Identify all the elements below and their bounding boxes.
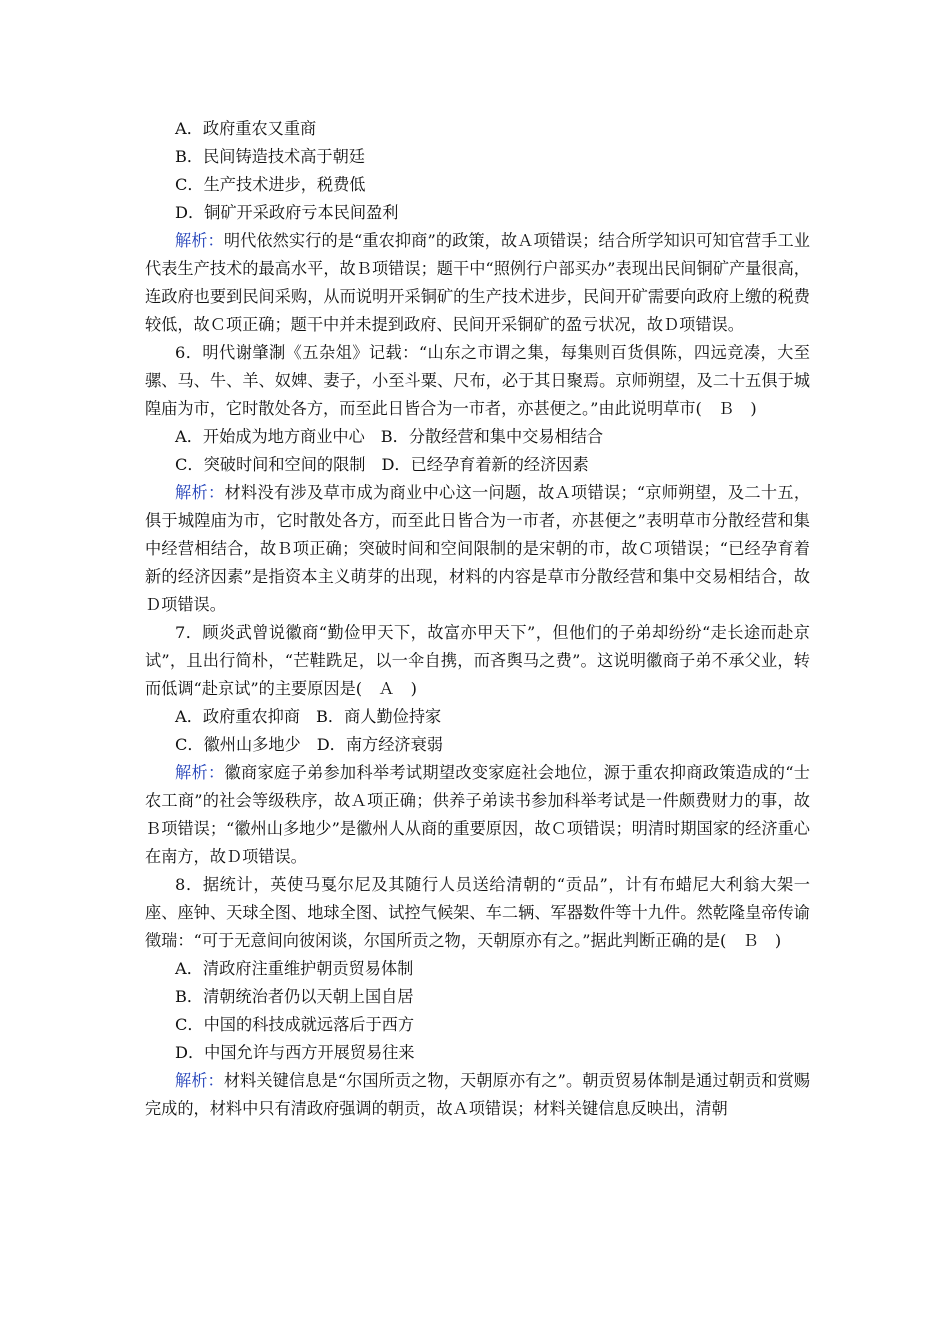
q5-option-b: B．民间铸造技术高于朝廷 [175,147,365,166]
q7-option-a: A．政府重农抑商 [175,707,301,726]
q5-analysis-text: 明代依然实行的是“重农抑商”的政策，故Ａ项错误；结合所学知识可知官营手工业代表生产技术的最高水平，故Ｂ项错误；题干中“照例行户部买办”表现出民间铜矿产量很高，连政府也要到民间采购，从而说明开采铜矿的生产技术进步，民间开矿需要向政府上缴的税费较低，故Ｃ项正确；题干中并未提到政府、民间开采铜矿的盈亏状况，故Ｄ项错误。 [145,231,810,334]
q6-option-b: B．分散经营和集中交易相结合 [380,427,604,446]
q5-analysis [145,227,810,339]
q6-option-a: A．开始成为地方商业中心 [175,427,365,446]
q8-option-c: C．中国的科技成就远落后于西方 [175,1015,415,1034]
analysis-label: 解析： [175,1071,224,1090]
q8-analysis [145,1067,810,1123]
document-page [145,115,810,1123]
q7-option-c: C．徽州山多地少 [175,735,301,754]
q6-stem: 6．明代谢肇淛《五杂俎》记载：“山东之市谓之集，每集则百货俱陈，四远竞凑，大至骡、马、牛、羊、奴婢、妻子，小至斗粟、尺布，必于其日聚焉。京师朔望，及二十五俱于城隍庙为市，它时散处各方，而至此日皆合为一市者，亦甚便之。”由此说明草市( Ｂ ) [145,343,810,418]
q7-options-row-2 [145,731,810,759]
q8-option-b: B．清朝统治者仍以天朝上国自居 [175,987,414,1006]
q7-stem: 7．顾炎武曾说徽商“勤俭甲天下，故富亦甲天下”，但他们的子弟却纷纷“走长途而赴京试”，且出行简朴，“芒鞋跣足，以一伞自携，而吝舆马之费”。这说明徽商子弟不承父业，转而低调“赴京试”的主要原因是( Ａ ) [145,623,810,698]
q6-option-c: C．突破时间和空间的限制 [175,455,366,474]
q8-analysis-text: 材料关键信息是“尔国所贡之物，天朝原亦有之”。朝贡贸易体制是通过朝贡和赏赐完成的，材料中只有清政府强调的朝贡，故Ａ项错误；材料关键信息反映出，清朝 [145,1071,810,1118]
q5-option-a: A．政府重农又重商 [175,119,317,138]
q8-option-d: D．中国允许与西方开展贸易往来 [175,1043,415,1062]
analysis-label: 解析： [175,483,225,502]
q5-option-d: D．铜矿开采政府亏本民间盈利 [175,203,399,222]
q6-analysis [145,479,810,619]
analysis-label: 解析： [175,763,225,782]
q7-options-row-1 [145,703,810,731]
q5-option-c: C．生产技术进步，税费低 [175,175,366,194]
q7-analysis-text: 徽商家庭子弟参加科举考试期望改变家庭社会地位，源于重农抑商政策造成的“士农工商”的社会等级秩序，故Ａ项正确；供养子弟读书参加科举考试是一件颇费财力的事，故Ｂ项错误；“徽州山多地少”是徽州人从商的重要原因，故Ｃ项错误；明清时期国家的经济重心在南方，故Ｄ项错误。 [145,763,810,866]
q8-stem: 8．据统计，英使马戛尔尼及其随行人员送给清朝的“贡品”，计有布蜡尼大利翁大架一座、座钟、天球全图、地球全图、试控气候架、车二辆、军器数件等十九件。然乾隆皇帝传谕徵瑞：“可于无意间向彼闲谈，尔国所贡之物，天朝原亦有之。”据此判断正确的是( Ｂ ) [145,875,810,950]
q7-analysis [145,759,810,871]
q7-option-b: B．商人勤俭持家 [316,707,442,726]
q6-options-row-1 [145,423,810,451]
q6-option-d: D．已经孕育着新的经济因素 [381,455,589,474]
q6-options-row-2 [145,451,810,479]
q8-option-a: A．清政府注重维护朝贡贸易体制 [175,959,414,978]
q6-analysis-text: 材料没有涉及草市成为商业中心这一问题，故Ａ项错误；“京师朔望，及二十五，俱于城隍庙为市，它时散处各方，而至此日皆合为一市者，亦甚便之”表明草市分散经营和集中经营相结合，故Ｂ项正确；突破时间和空间限制的是宋朝的市，故Ｃ项错误；“已经孕育着新的经济因素”是指资本主义萌芽的出现，材料的内容是草市分散经营和集中交易相结合，故Ｄ项错误。 [145,483,811,614]
q7-option-d: D．南方经济衰弱 [316,735,443,754]
analysis-label: 解析： [175,231,224,250]
